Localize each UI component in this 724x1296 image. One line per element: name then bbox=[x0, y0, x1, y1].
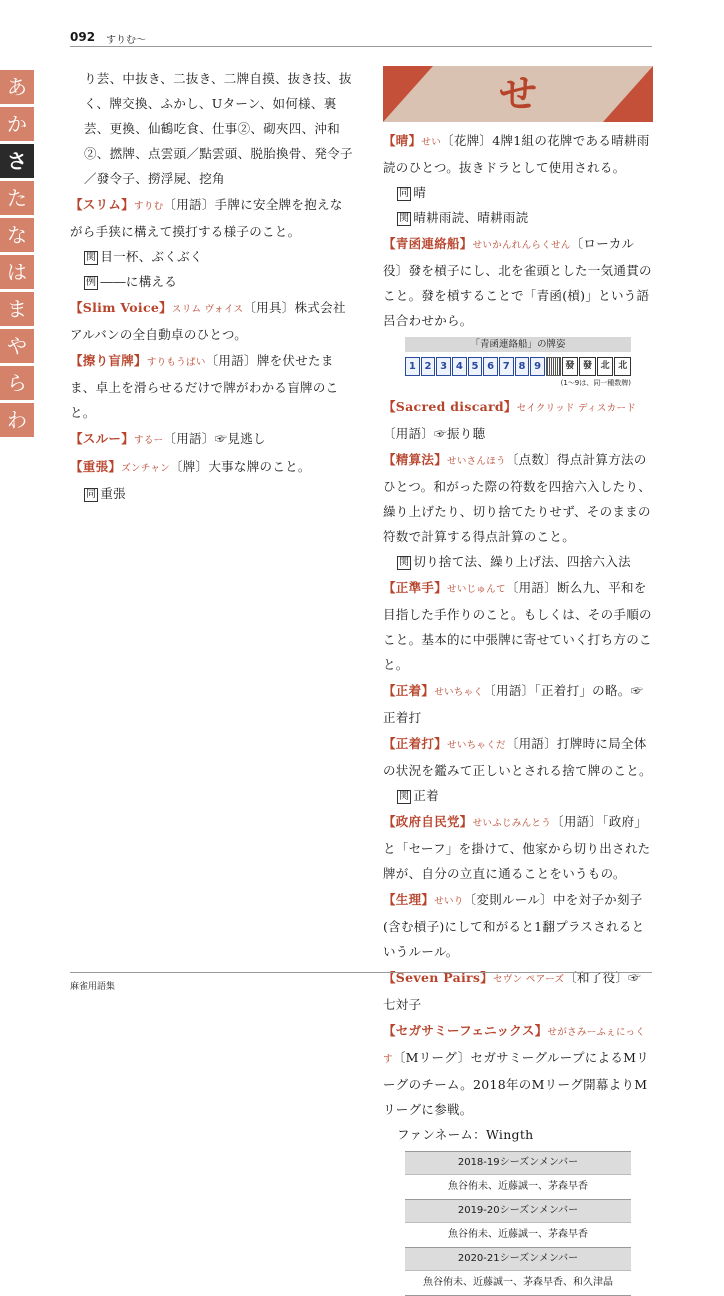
entry-slim-voice bbox=[70, 295, 354, 347]
entry-reading: するー bbox=[134, 435, 164, 446]
entry-seichakuda bbox=[383, 731, 653, 808]
example-mark: 例 bbox=[86, 277, 97, 288]
entry-segasammy-phoenix bbox=[383, 1018, 653, 1147]
tab-ta[interactable]: た bbox=[0, 181, 34, 215]
page-number: 092 bbox=[70, 30, 96, 44]
entry-text: 打牌時に局全体の状況を鑑みて正しいとされる捨て牌のこと。 bbox=[383, 736, 652, 778]
entry-category: 〔和了役〕 bbox=[564, 970, 629, 985]
tile-row bbox=[405, 357, 631, 376]
tile-back-icon bbox=[546, 357, 561, 376]
entry-term: 【正着打】 bbox=[383, 736, 448, 751]
entry-term: 【セガサミーフェニックス】 bbox=[383, 1023, 548, 1038]
entry-reading: せいふじみんとう bbox=[472, 818, 552, 829]
entry-reading: セヴン ペアーズ bbox=[493, 974, 565, 985]
related-mark: 関 bbox=[399, 213, 410, 224]
entry-through bbox=[70, 426, 354, 453]
tile-hatsu: 發 bbox=[579, 357, 596, 376]
kana-index-tabs bbox=[0, 70, 34, 440]
related-text: 目一杯、ぶくぶく bbox=[100, 249, 203, 264]
entry-term: 【正準手】 bbox=[383, 580, 448, 595]
tile-2: 2 bbox=[421, 357, 436, 376]
tab-ka[interactable]: か bbox=[0, 107, 34, 141]
entry-term: 【スルー】 bbox=[70, 431, 135, 446]
entry-reading: セイクリッド ディスカード bbox=[516, 403, 637, 414]
entry-reading: すりもうぱい bbox=[146, 357, 206, 368]
entry-category: 〔用語〕 bbox=[163, 431, 215, 446]
entry-category: 〔ローカル役〕 bbox=[383, 236, 635, 278]
entry-reading: ズンチャン bbox=[121, 463, 170, 474]
tile-6: 6 bbox=[483, 357, 498, 376]
tab-ya[interactable]: や bbox=[0, 329, 34, 363]
entry-category: 〔用語〕 bbox=[383, 426, 435, 441]
entry-reading: せいり bbox=[434, 896, 464, 907]
tab-wa[interactable]: わ bbox=[0, 403, 34, 437]
entry-reading: すりむ bbox=[134, 201, 164, 212]
entry-text: セガサミーグループによるMリーグのチーム。2018年のMリーグ開幕よりMリーグに参戦。 bbox=[383, 1050, 650, 1117]
page-header bbox=[70, 30, 652, 47]
entry-text: ☞七対子 bbox=[383, 970, 642, 1012]
entry-sei bbox=[383, 128, 653, 230]
entry-category: 〔用語〕 bbox=[163, 197, 215, 212]
related-text: 晴耕雨読、晴耕雨読 bbox=[413, 210, 529, 225]
entry-seijunte bbox=[383, 575, 653, 677]
entry-category: 〔用語〕 bbox=[505, 580, 558, 595]
tile-8: 8 bbox=[515, 357, 530, 376]
season-header: 2020-21シーズンメンバー bbox=[405, 1247, 631, 1270]
tile-4: 4 bbox=[452, 357, 467, 376]
tile-1: 1 bbox=[405, 357, 420, 376]
entry-reading: せいちゃくだ bbox=[447, 740, 506, 751]
season-header: 2018-19シーズンメンバー bbox=[405, 1151, 631, 1174]
season-members: 魚谷侑未、近藤誠一、茅森早香 bbox=[405, 1174, 631, 1199]
synonym-mark: 同 bbox=[86, 489, 97, 500]
entry-reading: スリム ヴォイス bbox=[171, 304, 244, 315]
left-column bbox=[70, 66, 354, 507]
entry-seiri bbox=[383, 887, 653, 964]
entry-text: 手牌に安全牌を抱えながら手狭に構えて摸打する様子のこと。 bbox=[70, 197, 343, 239]
entry-text: 大事な牌のこと。 bbox=[208, 459, 311, 474]
related-line bbox=[397, 549, 653, 574]
entry-seichaku bbox=[383, 678, 653, 730]
tile-9: 9 bbox=[530, 357, 545, 376]
entry-slim bbox=[70, 192, 354, 294]
entry-text: 4牌1組の花牌である晴耕雨読のひとつ。抜きドラとして使用される。 bbox=[383, 133, 650, 175]
section-banner bbox=[383, 66, 653, 122]
entry-reading: せいじゅんて bbox=[447, 584, 506, 595]
entry-seifu-jimintou bbox=[383, 809, 653, 886]
entry-term: 【正着】 bbox=[383, 683, 435, 698]
entry-category: 〔牌〕 bbox=[169, 459, 209, 474]
entry-zunchan bbox=[70, 454, 354, 506]
example-text: ――に構える bbox=[100, 274, 178, 289]
synonym-mark: 同 bbox=[399, 188, 410, 199]
synonym-text: 晴 bbox=[413, 185, 427, 200]
entry-text: 株式会社アルバンの全自動卓のひとつ。 bbox=[70, 300, 346, 342]
season-header: 2019-20シーズンメンバー bbox=[405, 1199, 631, 1222]
entry-term: 【生理】 bbox=[383, 892, 435, 907]
entry-term: 【Sacred discard】 bbox=[383, 399, 517, 414]
related-line bbox=[84, 244, 354, 269]
entry-term: 【擦り盲牌】 bbox=[70, 353, 147, 368]
tile-5: 5 bbox=[468, 357, 483, 376]
tile-pei: 北 bbox=[614, 357, 631, 376]
entry-text: 「正着打」の略。☞正着打 bbox=[383, 683, 644, 725]
book-title: 麻雀用語集 bbox=[70, 982, 116, 992]
entry-term: 【スリム】 bbox=[70, 197, 135, 212]
entry-term: 【重張】 bbox=[70, 459, 122, 474]
related-line bbox=[397, 205, 653, 230]
entry-text: ☞振り聴 bbox=[434, 426, 486, 441]
entry-category: 〔Mリーグ〕 bbox=[392, 1050, 471, 1065]
entry-sacred-discard bbox=[383, 394, 653, 446]
tile-7: 7 bbox=[499, 357, 514, 376]
page-footer bbox=[70, 972, 652, 992]
figure-title: 「青函連絡船」の牌姿 bbox=[405, 337, 631, 352]
entry-reading: せい bbox=[421, 137, 442, 148]
season-members: 魚谷侑未、近藤誠一、茅森早香、和久津晶 bbox=[405, 1270, 631, 1296]
entry-text: 中を対子か刻子(含む槓子)にして和がると1翻プラスされるというルール。 bbox=[383, 892, 645, 959]
tile-figure bbox=[405, 337, 631, 388]
entry-term: 【政府自民党】 bbox=[383, 814, 473, 829]
tile-hatsu: 發 bbox=[562, 357, 579, 376]
entry-seisanhou bbox=[383, 447, 653, 574]
related-mark: 関 bbox=[399, 791, 410, 802]
entry-category: 〔用語〕 bbox=[551, 814, 603, 829]
related-line bbox=[397, 783, 653, 808]
entry-category: 〔変則ルール〕 bbox=[463, 892, 553, 907]
section-kana: すりむ〜 bbox=[106, 35, 146, 46]
example-line bbox=[84, 269, 354, 294]
entry-text: 發を槓子にし、北を雀頭とした一気通貫のこと。發を槓することで「青函(槓)」という語呂合わせから。 bbox=[383, 263, 652, 328]
entry-reading: せいかんれんらくせん bbox=[472, 240, 571, 251]
tab-sa[interactable]: さ bbox=[0, 144, 34, 178]
entry-category: 〔用具〕 bbox=[243, 300, 295, 315]
related-mark: 関 bbox=[399, 557, 410, 568]
entry-category: 〔用語〕 bbox=[483, 683, 535, 698]
entry-seikan-renrakusen bbox=[383, 231, 653, 333]
entry-text: 得点計算方法のひとつ。和がった際の符数を四捨六入したり、繰り上げたり、切り捨てたりせず、そのままの符数で計算する得点計算のこと。 bbox=[383, 452, 652, 544]
entry-term: 【Seven Pairs】 bbox=[383, 970, 494, 985]
entry-reading: せがさみーふぇにっくす bbox=[383, 1027, 646, 1065]
season-members: 魚谷侑未、近藤誠一、茅森早香 bbox=[405, 1222, 631, 1247]
section-kana-heading: せ bbox=[498, 71, 537, 116]
entry-reading: せいさんほう bbox=[447, 456, 506, 467]
related-text: 正着 bbox=[413, 788, 439, 803]
synonym-line bbox=[397, 180, 653, 205]
entry-suri-moupai bbox=[70, 348, 354, 425]
tab-ma[interactable]: ま bbox=[0, 292, 34, 326]
entry-text: 牌を伏せたまま、卓上を滑らせるだけで牌がわかる盲牌のこと。 bbox=[70, 353, 339, 420]
tab-a[interactable]: あ bbox=[0, 70, 34, 104]
right-column bbox=[383, 66, 653, 1296]
synonym-text: 重張 bbox=[100, 486, 126, 501]
entry-category: 〔用語〕 bbox=[205, 353, 257, 368]
tab-na[interactable]: な bbox=[0, 218, 34, 252]
entry-term: 【Slim Voice】 bbox=[70, 300, 172, 315]
entry-category: 〔点数〕 bbox=[505, 452, 558, 467]
synonym-line bbox=[84, 481, 354, 506]
related-mark: 関 bbox=[86, 252, 97, 263]
tile-3: 3 bbox=[436, 357, 451, 376]
tab-ha[interactable]: は bbox=[0, 255, 34, 289]
figure-note: (1～9は、同一種数牌) bbox=[560, 379, 631, 387]
member-table bbox=[405, 1151, 631, 1296]
entry-category: 〔用語〕 bbox=[505, 736, 558, 751]
tile-pei: 北 bbox=[597, 357, 614, 376]
entry-term: 【精算法】 bbox=[383, 452, 448, 467]
related-text: 切り捨て法、繰り上げ法、四捨六入法 bbox=[413, 554, 631, 569]
continuation-text: り芸、中抜き、二抜き、二牌自摸、抜き技、抜く、牌交換、ふかし、Uターン、如何様、裏芸、更換、仙鶴吃食、仕事②、砌夾四、沖和②、撚牌、点雲頭／點雲頭、脱胎換骨、発令子／發令子、撈浮屍、挖角 bbox=[84, 71, 353, 186]
entry-text: ☞見逃し bbox=[214, 431, 266, 446]
fan-name: ファンネーム：Wingth bbox=[397, 1127, 534, 1142]
entry-text: 断么九、平和を目指した手作りのこと。もしくは、その手順のこと。基本的に中張牌に寄せていく打ち方のこと。 bbox=[383, 580, 652, 672]
entry-term: 【晴】 bbox=[383, 133, 422, 148]
continuation-entry bbox=[70, 66, 354, 191]
entry-term: 【青函連絡船】 bbox=[383, 236, 473, 251]
tab-ra[interactable]: ら bbox=[0, 366, 34, 400]
entry-reading: せいちゃく bbox=[434, 687, 484, 698]
entry-category: 〔花牌〕 bbox=[441, 133, 493, 148]
entry-text: 「政府」と「セーフ」を掛けて、他家から切り出された牌が、自分の立直に通ることをいうもの。 bbox=[383, 814, 651, 881]
